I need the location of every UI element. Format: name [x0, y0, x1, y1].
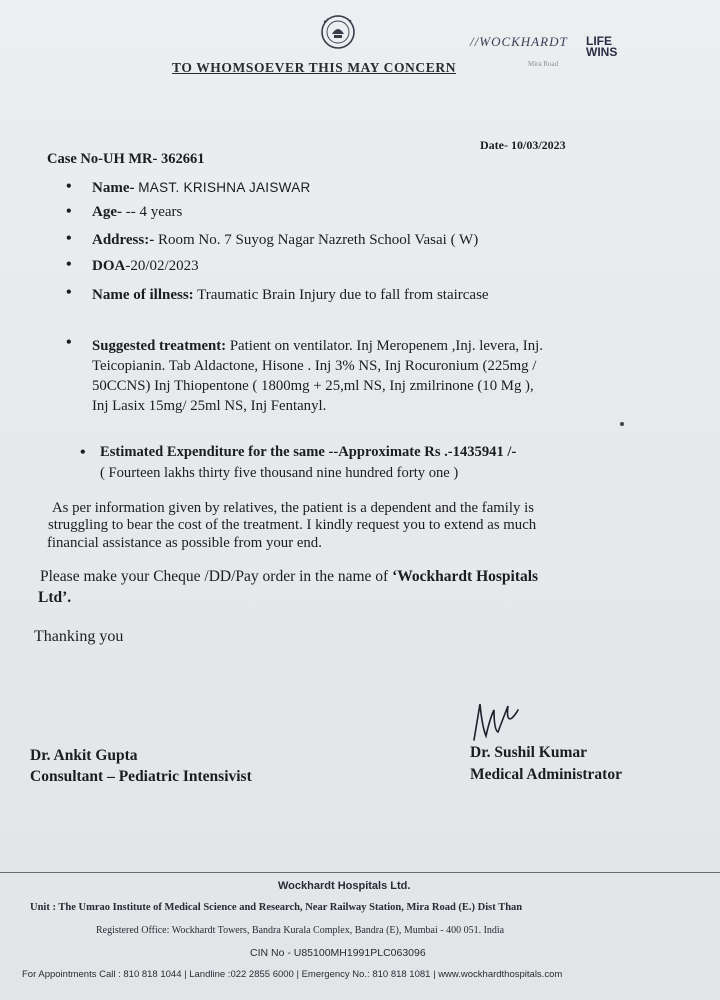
case-number: Case No-UH MR- 362661: [47, 151, 205, 167]
treatment-line-3: 50CCNS) Inj Thiopentone ( 1800mg + 25,ml NS, Inj zmilrinone (10 Mg ),: [92, 378, 534, 394]
field-name: [92, 180, 311, 197]
footer-registered-office: Registered Office: Wockhardt Towers, Bandra Kurala Complex, Bandra (E), Mumbai - 400 051. India: [96, 925, 505, 936]
body-line-3: financial assistance as possible from your end.: [47, 535, 322, 551]
body-line-1: As per information given by relatives, the patient is a dependent and the family is: [52, 500, 534, 516]
left-signatory-title: Consultant – Pediatric Intensivist: [30, 768, 252, 785]
cheque-line-1: [40, 568, 538, 586]
cheque-text: Please make your Cheque /DD/Pay order in the name of: [40, 568, 393, 585]
age-label: Age-: [92, 204, 122, 220]
name-value: MAST. KRISHNA JAISWAR: [138, 180, 311, 195]
body-line-2: struggling to bear the cost of the treatment. I kindly request you to extend as much: [48, 517, 537, 533]
expenditure-amount: Estimated Expenditure for the same --Approximate Rs .-1435941 /-: [100, 444, 517, 460]
ink-dot: [620, 422, 624, 426]
doa-label: DOA: [92, 258, 126, 274]
wockhardt-logo: [470, 34, 568, 50]
footer-cin: CIN No - U85100MH1991PLC063096: [250, 947, 426, 959]
name-label: Name-: [92, 180, 135, 196]
left-signatory-name: Dr. Ankit Gupta: [30, 747, 138, 764]
bullet-icon: •: [66, 178, 72, 195]
bullet-icon: •: [66, 256, 72, 273]
logo-slash-icon: //: [470, 34, 480, 49]
doa-value: -20/02/2023: [125, 258, 199, 274]
treatment-line-4: Inj Lasix 15mg/ 25ml NS, Inj Fentanyl.: [92, 398, 327, 414]
bullet-icon: •: [66, 284, 72, 301]
illness-label: Name of illness:: [92, 287, 194, 303]
footer-divider: [0, 872, 720, 873]
illness-value: Traumatic Brain Injury due to fall from staircase: [197, 287, 489, 303]
bullet-icon: •: [66, 203, 72, 220]
address-label: Address:-: [92, 232, 155, 248]
right-signatory-name: Dr. Sushil Kumar: [470, 744, 587, 761]
life-wins-tagline: LIFE WINS: [586, 34, 618, 59]
logo-location: Mira Road: [528, 60, 559, 68]
treatment-line-1: [92, 336, 543, 356]
logo-text: WOCKHARDT: [479, 34, 568, 49]
footer-unit: Unit : The Umrao Institute of Medical Science and Research, Near Railway Station, Mira Road (E.) Dist Than: [30, 902, 523, 913]
right-signatory-title: Medical Administrator: [470, 766, 622, 783]
field-address: [92, 232, 478, 249]
letter-date: Date- 10/03/2023: [480, 138, 566, 152]
institute-seal-icon: [318, 12, 358, 54]
payee-name: ‘Wockhardt Hospitals: [392, 568, 539, 585]
age-value: -- 4 years: [125, 204, 183, 220]
bullet-icon: •: [66, 334, 72, 351]
handwritten-signature-icon: [468, 696, 524, 746]
field-doa: [92, 258, 199, 275]
field-illness: [92, 287, 489, 304]
bullet-icon: •: [80, 444, 86, 461]
footer-contact: For Appointments Call : 810 818 1044 | Landline :022 2855 6000 | Emergency No.: 810 818 1081 | www.wockhardthospitals.com: [22, 969, 563, 980]
bullet-icon: •: [66, 230, 72, 247]
expenditure-words: ( Fourteen lakhs thirty five thousand nine hundred forty one ): [100, 465, 459, 481]
treatment-label: Suggested treatment:: [92, 338, 227, 354]
cheque-line-2: Ltd’.: [38, 589, 72, 606]
field-age: [92, 204, 182, 221]
footer-company: Wockhardt Hospitals Ltd.: [278, 880, 411, 892]
letter-heading: TO WHOMSOEVER THIS MAY CONCERN: [172, 60, 457, 75]
treatment-line-2: Teicopianin. Tab Aldactone, Hisone . Inj 3% NS, Inj Rocuronium (225mg /: [92, 358, 537, 374]
treatment-text-1: Patient on ventilator. Inj Meropenem ,Inj. levera, Inj.: [229, 338, 543, 354]
address-value: Room No. 7 Suyog Nagar Nazreth School Vasai ( W): [157, 232, 479, 248]
closing-text: Thanking you: [34, 628, 124, 645]
